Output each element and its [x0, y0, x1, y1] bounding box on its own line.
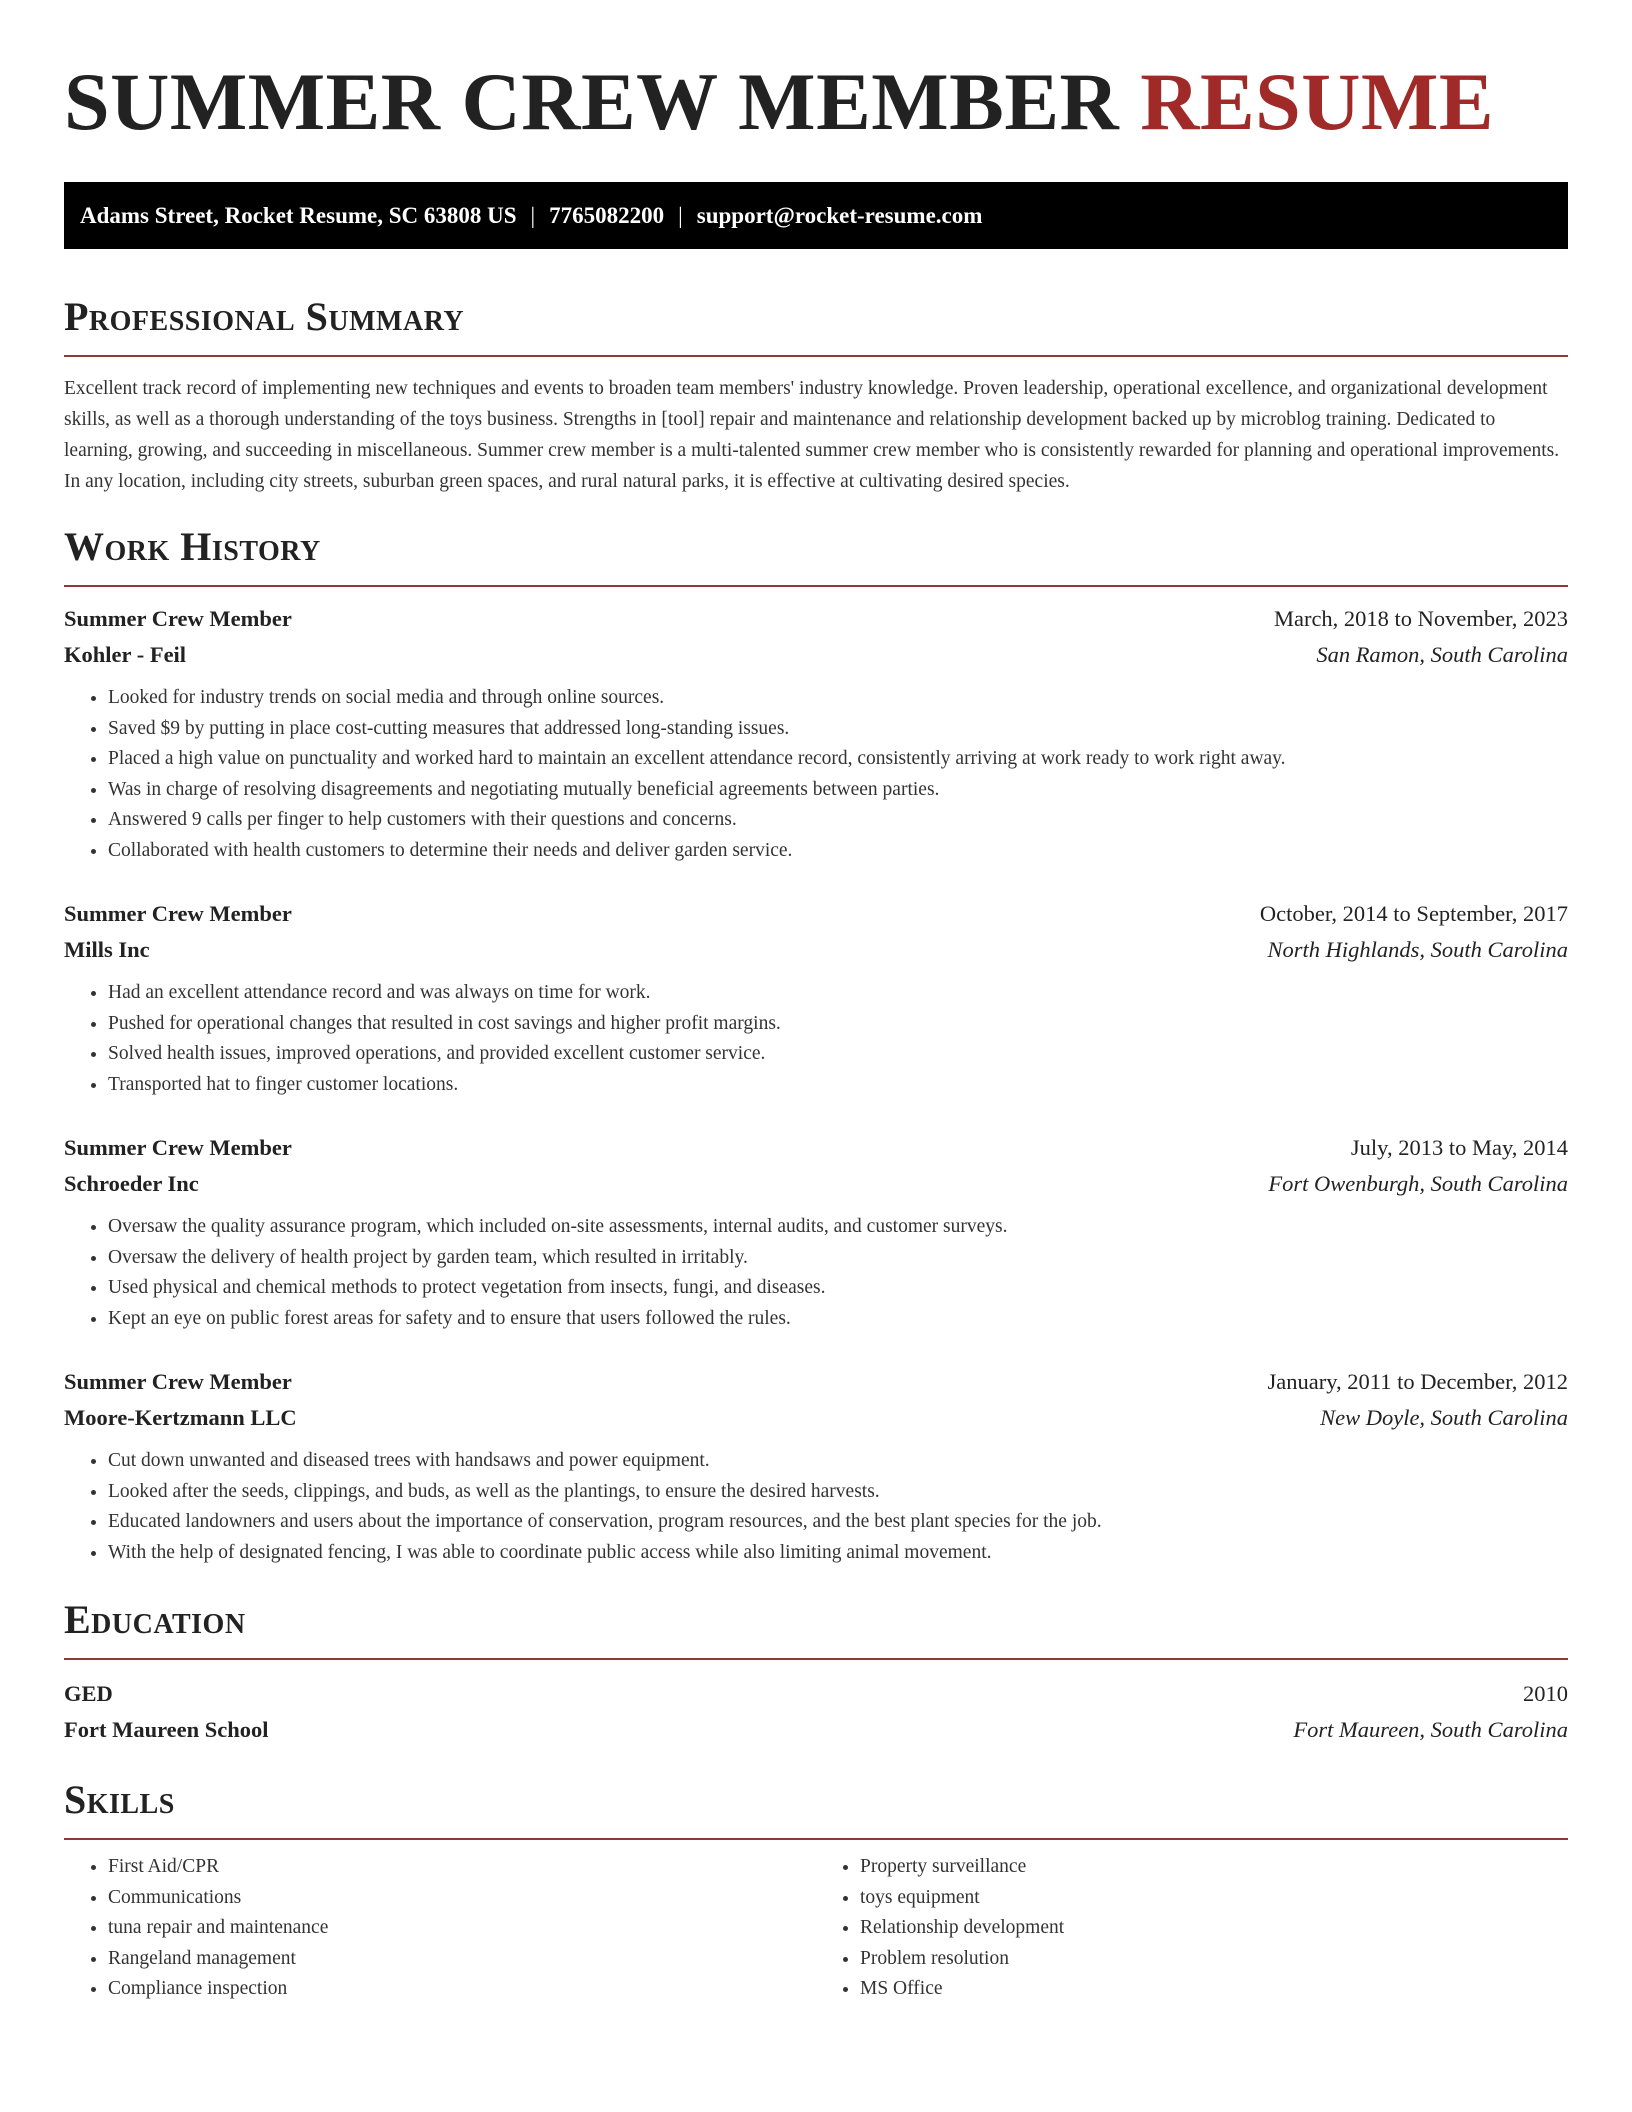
list-item: • MS Office	[860, 1974, 1568, 2005]
section-divider	[64, 1838, 1568, 1840]
education-year: 2010	[1523, 1681, 1568, 1706]
job-bullets	[64, 683, 1568, 866]
job-dates: January, 2011 to December, 2012	[1267, 1369, 1568, 1394]
skills-section	[64, 1776, 1568, 2005]
list-item: • tuna repair and maintenance	[108, 1913, 816, 1944]
section-heading: Professional Summary	[64, 294, 465, 339]
list-item: • Cut down unwanted and diseased trees with handsaws and power equipment.	[108, 1446, 1568, 1477]
job-location: North Highlands, South Carolina	[1267, 937, 1568, 962]
job-location: New Doyle, South Carolina	[1320, 1405, 1568, 1430]
education-location: Fort Maureen, South Carolina	[1293, 1717, 1568, 1742]
list-item: • Used physical and chemical methods to protect vegetation from insects, fungi, and diseases.	[108, 1273, 1568, 1304]
list-item: • Relationship development	[860, 1913, 1568, 1944]
job-title: Summer Crew Member	[64, 1135, 292, 1160]
list-item: • Solved health issues, improved operations, and provided excellent customer service.	[108, 1039, 1568, 1070]
skills-columns	[64, 1852, 1568, 2005]
section-divider	[64, 585, 1568, 587]
list-item: • Communications	[108, 1883, 816, 1914]
list-item: • Collaborated with health customers to determine their needs and deliver garden service.	[108, 836, 1568, 867]
skills-list-right	[816, 1852, 1568, 2005]
contact-separator: |	[678, 202, 683, 228]
job-title: Summer Crew Member	[64, 606, 292, 631]
contact-separator: |	[530, 202, 536, 228]
job-dates: March, 2018 to November, 2023	[1273, 606, 1568, 631]
job-bullets	[64, 1212, 1568, 1334]
job-company: Moore-Kertzmann LLC	[64, 1405, 297, 1430]
list-item: • Educated landowners and users about the importance of conservation, program resources, and the best plant species for the job.	[108, 1507, 1568, 1538]
contact-bar	[64, 182, 1568, 249]
job-location: San Ramon, South Carolina	[1316, 642, 1568, 667]
list-item: • Oversaw the delivery of health project by garden team, which resulted in irritably.	[108, 1243, 1568, 1274]
job-dates: July, 2013 to May, 2014	[1350, 1135, 1568, 1160]
job-entry	[64, 896, 1568, 1100]
work-history-section	[64, 523, 1568, 1568]
job-entry	[64, 601, 1568, 866]
list-item: • Was in charge of resolving disagreements and negotiating mutually beneficial agreements between parties.	[108, 775, 1568, 806]
list-item: • Looked after the seeds, clippings, and buds, as well as the plantings, to ensure the desired harvests.	[108, 1477, 1568, 1508]
list-item: • Answered 9 calls per finger to help customers with their questions and concerns.	[108, 805, 1568, 836]
list-item: • Had an excellent attendance record and was always on time for work.	[108, 978, 1568, 1009]
list-item: • Pushed for operational changes that resulted in cost savings and higher profit margins.	[108, 1009, 1568, 1040]
job-title: Summer Crew Member	[64, 901, 292, 926]
education-section	[64, 1596, 1568, 1748]
job-company: Mills Inc	[64, 937, 150, 962]
contact-address: Adams Street, Rocket Resume, SC 63808 US	[80, 202, 517, 228]
summary-section	[64, 293, 1568, 497]
list-item: • Property surveillance	[860, 1852, 1568, 1883]
job-company: Kohler - Feil	[64, 642, 187, 667]
section-heading: Education	[64, 1597, 246, 1642]
resume-title	[64, 48, 1568, 156]
list-item: • Kept an eye on public forest areas for safety and to ensure that users followed the rules.	[108, 1304, 1568, 1335]
list-item: • toys equipment	[860, 1883, 1568, 1914]
list-item: • First Aid/CPR	[108, 1852, 816, 1883]
section-divider	[64, 1658, 1568, 1660]
education-school: Fort Maureen School	[64, 1717, 269, 1742]
education-degree: GED	[64, 1681, 113, 1706]
job-entry	[64, 1364, 1568, 1568]
list-item: • With the help of designated fencing, I was able to coordinate public access while also limiting animal movement.	[108, 1538, 1568, 1569]
title-main: SUMMER CREW MEMBER	[64, 56, 1120, 147]
contact-phone: 7765082200	[549, 202, 665, 228]
job-bullets	[64, 1446, 1568, 1568]
list-item: • Problem resolution	[860, 1944, 1568, 1975]
section-divider	[64, 355, 1568, 357]
section-heading: Work History	[64, 524, 321, 569]
job-title: Summer Crew Member	[64, 1369, 292, 1394]
summary-text: Excellent track record of implementing new techniques and events to broaden team members' industry knowledge. Proven leadership, operational excellence, and organizational development skills, as well as a thorough understanding of the toys business. Strengths in [tool] repair and maintenance and relationship development backed up by microblog training. Dedicated to learning, growing, and succeeding in miscellaneous. Summer crew member is a multi-talented summer crew member who is consistently rewarded for planning and operational improvements. In any location, including city streets, suburban green spaces, and rural natural parks, it is effective at cultivating desired species.	[64, 378, 1560, 492]
job-location: Fort Owenburgh, South Carolina	[1268, 1171, 1568, 1196]
job-bullets	[64, 978, 1568, 1100]
list-item: • Transported hat to finger customer locations.	[108, 1070, 1568, 1101]
list-item: • Compliance inspection	[108, 1974, 816, 2005]
job-company: Schroeder Inc	[64, 1171, 199, 1196]
list-item: • Placed a high value on punctuality and worked hard to maintain an excellent attendance record, consistently arriving at work ready to work right away.	[108, 744, 1568, 775]
list-item: • Looked for industry trends on social media and through online sources.	[108, 683, 1568, 714]
list-item: • Rangeland management	[108, 1944, 816, 1975]
list-item: • Saved $9 by putting in place cost-cutting measures that addressed long-standing issues.	[108, 714, 1568, 745]
section-heading: Skills	[64, 1777, 175, 1822]
contact-email[interactable]: support@rocket-resume.com	[696, 202, 983, 228]
title-accent: RESUME	[1140, 56, 1495, 147]
job-dates: October, 2014 to September, 2017	[1259, 901, 1568, 926]
job-entry	[64, 1130, 1568, 1334]
skills-list-left	[64, 1852, 816, 2005]
list-item: • Oversaw the quality assurance program, which included on-site assessments, internal audits, and customer surveys.	[108, 1212, 1568, 1243]
